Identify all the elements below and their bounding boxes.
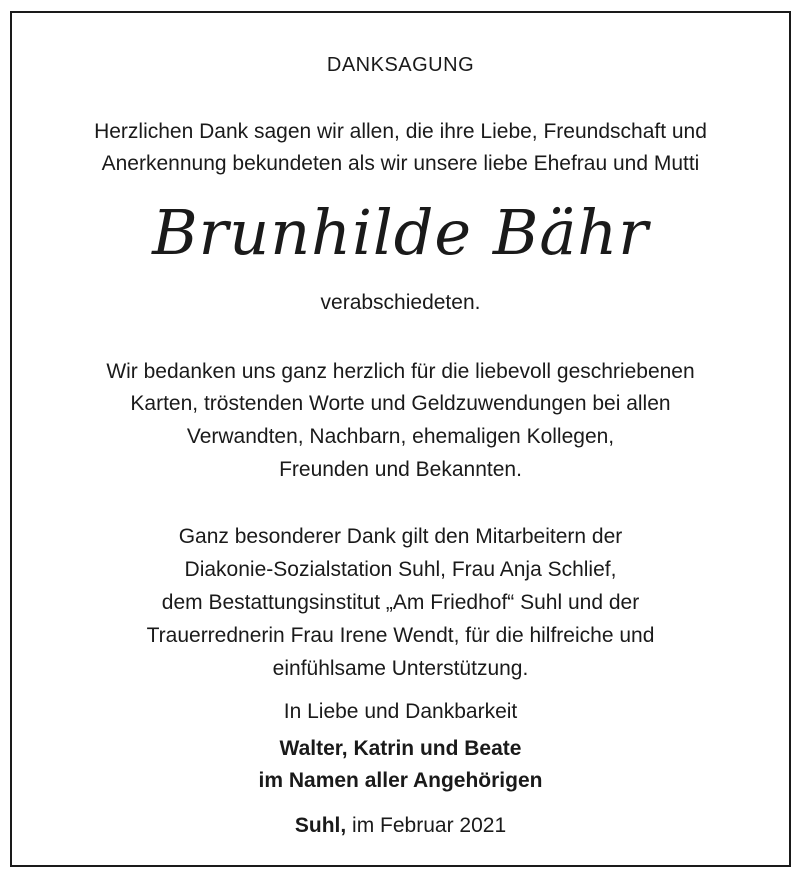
- special-thanks-line-5: einfühlsame Unterstützung.: [272, 657, 529, 680]
- deceased-name: Brunhilde Bähr: [152, 196, 649, 269]
- date: im Februar 2021: [352, 814, 507, 837]
- farewell-line: verabschiedeten.: [320, 291, 481, 314]
- special-thanks-line-1: Ganz besonderer Dank gilt den Mitarbeitern der: [178, 525, 623, 548]
- intro-line-2: Anerkennung bekundeten als wir unsere liebe Ehefrau und Mutti: [101, 152, 700, 175]
- thanks-line-1: Wir bedanken uns ganz herzlich für die liebevoll geschriebenen: [106, 360, 695, 383]
- intro-line-1: Herzlichen Dank sagen wir allen, die ihre Liebe, Freundschaft und: [94, 120, 707, 143]
- signatories-line-1: Walter, Katrin und Beate: [279, 737, 522, 760]
- thanks-line-4: Freunden und Bekannten.: [279, 458, 522, 481]
- obituary-notice-frame: [10, 11, 791, 867]
- thanks-line-2: Karten, tröstenden Worte und Geldzuwendungen bei allen: [130, 392, 671, 415]
- place: Suhl,: [294, 814, 347, 837]
- closing-line: In Liebe und Dankbarkeit: [283, 700, 518, 723]
- notice-heading: DANKSAGUNG: [326, 54, 475, 76]
- signatories-line-2: im Namen aller Angehörigen: [258, 769, 543, 792]
- thanks-line-3: Verwandten, Nachbarn, ehemaligen Kollegen,: [186, 425, 615, 448]
- special-thanks-line-2: Diakonie-Sozialstation Suhl, Frau Anja Schlief,: [184, 558, 617, 581]
- special-thanks-line-4: Trauerrednerin Frau Irene Wendt, für die hilfreiche und: [146, 624, 655, 647]
- special-thanks-line-3: dem Bestattungsinstitut „Am Friedhof“ Suhl und der: [161, 591, 640, 614]
- place-date-line: [12, 810, 789, 842]
